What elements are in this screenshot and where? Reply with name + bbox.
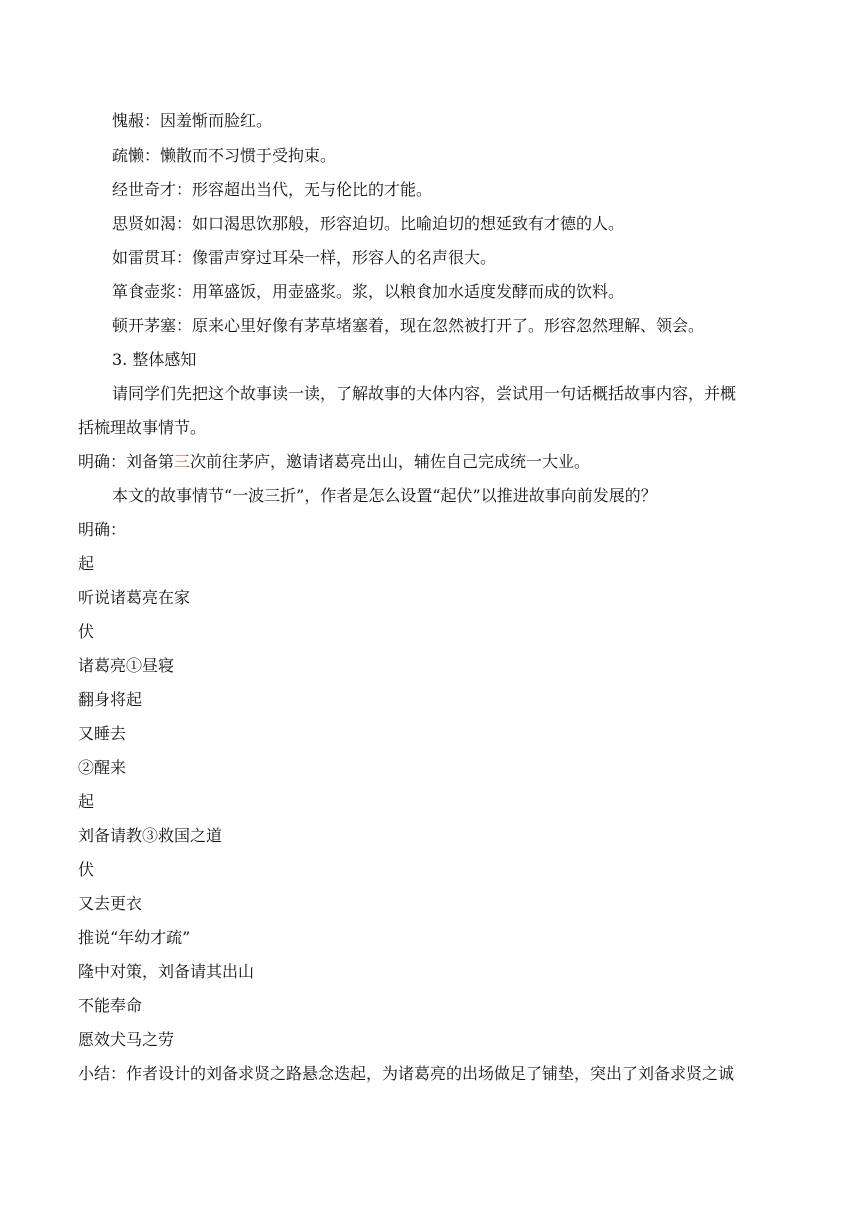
answer-suffix: 次前往茅庐，邀请诸葛亮出山，辅佐自己完成统一大业。 <box>190 452 591 471</box>
glossary-item: 箪食壶浆：用箪盛饭，用壶盛浆。浆，以粮食加水适度发酵而成的饮料。 <box>112 282 625 301</box>
glossary-item: 思贤如渴：如口渴思饮那般，形容迫切。比喻迫切的想延致有才德的人。 <box>112 214 625 233</box>
glossary-item: 顿开茅塞：原来心里好像有茅草堵塞着，现在忽然被打开了。形容忽然理解、领会。 <box>112 316 705 335</box>
plot-line: 诸葛亮①昼寝 <box>78 656 175 675</box>
plot-line: 愿效犬马之劳 <box>78 1030 175 1049</box>
prompt-paragraph-line: 请同学们先把这个故事读一读，了解故事的大体内容，尝试用一句话概括故事内容，并概 <box>112 384 737 403</box>
glossary-item: 经世奇才：形容超出当代，无与伦比的才能。 <box>112 180 433 199</box>
plot-line: 翻身将起 <box>78 690 143 709</box>
plot-line: 不能奉命 <box>78 996 143 1015</box>
summary-paragraph: 小结：作者设计的刘备求贤之路悬念迭起，为诸葛亮的出场做足了铺垫，突出了刘备求贤之诚 <box>78 1064 735 1083</box>
answer-label: 明确： <box>78 520 127 539</box>
glossary-item: 疏懒：懒散而不习惯于受拘束。 <box>112 146 337 165</box>
answer-highlight: 三 <box>174 452 191 471</box>
plot-line: 伏 <box>78 622 95 641</box>
answer-prefix: 明确：刘备第 <box>78 452 175 471</box>
plot-line: 又去更衣 <box>78 894 143 913</box>
answer-summary <box>78 452 590 472</box>
prompt-paragraph-line: 括梳理故事情节。 <box>78 418 207 437</box>
plot-line: 听说诸葛亮在家 <box>78 588 191 607</box>
plot-line: 起 <box>78 554 95 573</box>
section-heading: 3. 整体感知 <box>112 350 197 369</box>
plot-line: ②醒来 <box>78 758 127 777</box>
question-paragraph: 本文的故事情节“一波三折”，作者是怎么设置“起伏”以推进故事向前发展的？ <box>112 486 657 505</box>
glossary-item: 愧赧：因羞惭而脸红。 <box>112 111 273 130</box>
plot-line: 隆中对策，刘备请其出山 <box>78 962 255 981</box>
plot-line: 又睡去 <box>78 724 127 743</box>
glossary-item: 如雷贯耳：像雷声穿过耳朵一样，形容人的名声很大。 <box>112 248 497 267</box>
plot-line: 伏 <box>78 860 95 879</box>
plot-line: 刘备请教③救国之道 <box>78 826 223 845</box>
plot-line: 起 <box>78 792 95 811</box>
plot-line: 推说“年幼才疏” <box>78 928 191 947</box>
